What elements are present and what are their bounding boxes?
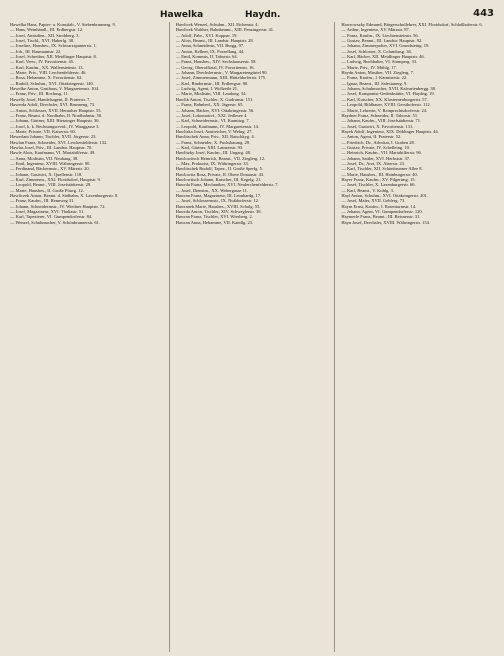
directory-entry: Hayek Adolf, Ingenieur, XIX. Döblinger Hauptstr. 44. <box>341 128 439 134</box>
directory-entry: — Franz, Kaufm., IX. Liechtensteinstr. 56. <box>341 32 419 38</box>
directory-entry: — Leopold, Beamt., VIII. Josefstädterstr. 29. <box>10 182 92 188</box>
directory-entry: Haydner Franz, Schneider, II. Taborstr. 51. <box>341 112 419 118</box>
directory-entry: — Franz, Priv., III. Rochusg. 11. <box>10 91 69 97</box>
directory-entry: — Josef, Schlossermstr., IX. Nußdorferstr. 12. <box>175 198 260 204</box>
entry-columns <box>10 22 496 652</box>
directory-entry: Hawran Franz, Magazineur, III. Leonhardg. 17. <box>175 193 262 198</box>
directory-entry: — Gustav, Beamt., III. Landstr. Hauptstr. 92. <box>341 38 423 44</box>
directory-entry: Hawlitschek Rudolf, Tapez., II. Große Sperlg. 5. <box>175 166 264 172</box>
directory-entry: — Franz, Kaufm., I. Kärntnerstr. 22. <box>341 75 408 81</box>
directory-entry: — Karl, Beamt., V. Kohlg. 3. <box>341 187 395 193</box>
directory-entry: — Karl, Verw., IV. Favoritenstr. 45. <box>10 59 75 65</box>
directory-entry: — Adolf, Fabr., XVI. Koppstr. 19. <box>175 32 238 38</box>
directory-entry: Hawelka Hans, Papier- u. Kunstfab., V. Siebenbrunnerg. 9. <box>10 22 116 27</box>
directory-entry: — Johann, Kaufm., VIII. Josefstädterstr. 71. <box>341 118 422 124</box>
directory-entry: Hawliczek Anton, Beamt. d. Südbahn, X. Laxenburgerstr. 8. <box>10 193 119 198</box>
directory-entry: — Franz, Kaufm., III. Rennweg 31. <box>10 198 75 204</box>
directory-entry: — Alois, Beamt., III. Landstr. Hauptstr. 28. <box>175 38 254 44</box>
running-head-left: Hawelka <box>160 10 204 20</box>
directory-entry: Hawlan Franz, Schneider, XVI. Lerchenfelderstr. 132. <box>10 139 108 145</box>
directory-entry: Hawlicek Wenzel, Schuhm., XII. Eichenstr. 4. <box>175 22 259 27</box>
directory-entry: — Josef, Dr., Arzt, IX. Alserstr. 23. <box>341 160 405 166</box>
directory-entry: Haydn Anton, Musiker, VII. Zieglerg. 7. <box>341 70 414 76</box>
directory-entry: Hayn Josef, Drechsler, XVIII. Währingerstr. 154. <box>341 219 431 225</box>
directory-entry: — Marie, Priv., VIII. Lerchenfelderstr. 46. <box>10 70 87 76</box>
directory-entry: Hawelke Anton, Gasthaus, V. Margaretenstr. 104. <box>10 86 99 92</box>
directory-entry: — Marie, Modistin, VIII. Laudong. 34. <box>175 91 247 97</box>
directory-entry: — Johann, Gastwirt, X. Quellenstr. 118. <box>10 171 83 177</box>
directory-entry: — Karl, Schneidermstr., VI. Kaunitzg. 7. <box>175 118 250 124</box>
directory-entry: — Josefine, Hausbes., IX. Schwarzspanierstr. 1. <box>10 43 97 49</box>
directory-entry: — Johann, Bäcker, XVI. Ottakringerstr. 56. <box>175 107 255 113</box>
directory-entry: — Karl, Kaufm., XX. Wallensteinstr. 13. <box>10 64 84 70</box>
directory-entry: Hawliska Josef, Anstreicher, V. Wehrg. 27. <box>175 128 253 134</box>
directory-entry: — Leopold, Kaufmann, IV. Margaretenstr. 14. <box>175 123 259 129</box>
directory-entry: — Johann, Schneidermstr., IV. Wiedner Hauptstr. 72. <box>10 203 106 209</box>
directory-entry: — Wenzel, Schuhmacher, V. Schönbrunnerstr. 61. <box>10 219 100 225</box>
directory-entry: — Karl, Zimmerm., XXI. Floridsdorf, Hauptstr. 9. <box>10 176 101 182</box>
directory-entry: Hawerda Adolf, Drechsler, XVI. Brunneng. 73. <box>10 102 96 108</box>
directory-entry: Hawran Anna, Hebamme, VII. Kandlg. 23. <box>175 219 254 225</box>
directory-entry: Hawran Franz, Tischler, XVI. Wiesberg. 2. <box>175 214 253 220</box>
directory-entry: Hawrda Franz, Mechaniker, XVI. Neulerchenfelderstr. 7. <box>175 182 279 188</box>
directory-entry: — Ludwig, Buchhalter, VI. Stumperg. 33. <box>341 59 418 65</box>
directory-entry: Hawlitschek Anna, Priv., XII. Ratschkyg. 4. <box>175 134 255 140</box>
directory-entry: — Josef, Maler, XVII. Geblerg. 73. <box>341 198 406 204</box>
directory-entry: — Ferdinand, Bäckermstr., XV. Märzstr. 20. <box>10 166 90 172</box>
directory-entry: Hayer Franz, Kaufm., XV. Pilgerimg. 15. <box>341 176 416 182</box>
directory-entry: Hawrda Anton, Tischler, XIV. Schweglerstr. 38. <box>175 209 262 215</box>
directory-entry: — Johann, Gärtner, XIII. Hietzinger Hauptstr. 36. <box>10 118 100 124</box>
directory-entry: — Emil, Kommis, II. Taborstr. 64. <box>175 54 238 60</box>
directory-entry: — Ludwig, Agent, I. Wollzeile 21. <box>175 86 239 92</box>
directory-entry: — Marie, Private, VII. Kaiserstr. 60. <box>10 128 76 134</box>
directory-entry: — Anna, Modistin, VII. Neubaug. 38. <box>10 155 79 161</box>
directory-entry: Hawelly Josef, Handelsagent, II. Praterstr. 7. <box>10 96 91 102</box>
directory-entry: Hawlowitsch Johann, Kutscher, III. Kegelg. 21. <box>175 176 262 182</box>
directory-entry: — Johann, Schuhmacher, XVII. Kalvarienbergg. 38. <box>341 86 437 92</box>
directory-entry: — Friedrich, Dr., Advokat, I. Graben 28. <box>341 139 415 145</box>
directory-entry: — Franz, Bahnbed., XX. Jägerstr. 65. <box>175 102 244 108</box>
directory-entry: — Anton, Agent, II. Praterstr. 52. <box>341 134 402 140</box>
directory-entry: — Anton, Kellner, IX. Porzellang. 44. <box>175 48 245 54</box>
directory-entry: Hawlowitz Rosa, Private, II. Obere Donaustr. 43. <box>175 171 265 177</box>
directory-entry: — Joh., III. Baumannstr. 22. <box>10 48 62 54</box>
directory-entry: — Karl, Tischler, XII. Schönbrunner Allee 8. <box>341 166 423 172</box>
directory-entry: — Josef, k. k. Rechnungsrevid., IV. Waaggasse 3. <box>10 123 100 129</box>
directory-entry: — Josef, Zimmermann, XIII. Hütteldorferstr. 175. <box>175 75 267 81</box>
directory-entry: — Franz, Beamt. d. Nordbahn, II. Nordbahnstr. 50. <box>10 112 103 118</box>
directory-entry: — Gustav, Private, IV. Schelleing. 10. <box>341 144 410 150</box>
directory-entry: — Johann, Sattler, XVI. Herbststr. 37. <box>341 155 411 161</box>
directory-entry: — Rudolf, Schuhm., XVI. Ottakringerstr. 140. <box>10 80 94 86</box>
directory-entry: — Josef, Schreiber, XII. Meidlinger Hauptstr. 8. <box>10 54 97 60</box>
directory-entry: Haymerle Franz, Beamt., III. Reisnerstr. 31. <box>341 214 421 220</box>
column-3 <box>341 22 496 652</box>
directory-entry: — Franz, Hausbes., XIV. Sechshauserstr. 58. <box>175 59 257 65</box>
directory-entry: — Karl, Kutscher, XX. Klosterneuburgerstr. 57. <box>341 96 428 102</box>
running-head-right: Haydn. <box>245 10 281 20</box>
directory-entry: — Marie, Priv., IV. Mühlg. 17. <box>341 64 397 70</box>
directory-entry: Hawerlant Johann, Tischler, XVII. Jörgerstr. 23. <box>10 134 97 140</box>
directory-entry: Hawrowszky Edmund, Bürgerschullehrer, XXI. Floridsdorf, Schloßhoferstr. 6. <box>341 22 483 27</box>
directory-entry: Hawlik Anton, Tischler, X. Gudrunstr. 151. <box>175 96 254 102</box>
directory-entry: — Karl, Bindermstr., III. Erdbergstr. 80. <box>175 80 249 86</box>
column-2 <box>176 22 336 652</box>
directory-entry: — Georg, Oberoffizial, IV. Favoritenstr. 16. <box>175 64 255 70</box>
directory-entry: — Anna, Schneiderin, VII. Burgg. 97. <box>175 43 245 49</box>
directory-entry: — Ignaz, Beamt., III. Salesianerg. 9. <box>341 80 408 86</box>
directory-entry: — Josef, Lokomotivf., XXI. Jedlesee 4. <box>175 112 248 118</box>
directory-entry: — Marie, Hausbes., II. Große Pfarrg. 12. <box>10 187 84 193</box>
directory-entry: — Josef, Tischl., XVI. Haberlg. 38. <box>10 38 75 44</box>
directory-entry: Hawlitzky Josef, Kaufm., III. Ungarg. 48. <box>175 150 251 156</box>
directory-entry: Hawranek Marie, Hausbes., XVIII. Schulg. 55. <box>175 203 261 209</box>
directory-entry: — Karl, Bäcker, XII. Meidlinger Hauptstr. 46. <box>341 54 425 60</box>
directory-entry: — Johann, Zimmerpolier, XVI. Grundsteing. 19. <box>341 43 430 49</box>
directory-entry: Hawle Alois, Kaufmann, VI. Mariahilferstr. 49. <box>10 150 96 156</box>
directory-entry: — Marie, Lehrerin, V. Reinprechtsdorferstr. 24. <box>341 107 428 113</box>
directory-entry: — Josef, Gastwirt, X. Favoritenstr. 131. <box>341 123 414 129</box>
directory-entry: — Josef, Schlosser, X. Columbusg. 36. <box>341 48 412 54</box>
page-number: 443 <box>473 8 494 19</box>
directory-entry: Hawlowitsch Heinrich, Beamt., VII. Zieglerg. 12. <box>175 155 266 161</box>
column-1 <box>10 22 170 652</box>
directory-entry: — Karl, Tapezierer, VI. Gumpendorferstr. 84. <box>10 214 93 220</box>
directory-entry: — Franz, Schneider, X. Puchsbaumg. 29. <box>175 139 251 145</box>
directory-entry: — Johann, Agent, VI. Gumpendorferstr. 120. <box>341 209 423 215</box>
directory-entry: — Josef, Komponist-Gedenkstätte, VI. Haydng. 19. <box>341 91 435 97</box>
directory-entry: — Karl, Gärtner, XIII. Lainzerstr. 93. <box>175 144 244 150</box>
directory-entry: — Josef, Magazineur, XVI. Thaliastr. 51. <box>10 209 85 215</box>
page-header <box>10 6 496 20</box>
directory-entry: — Josef, Amtsdien., XII. Strohberg. 3. <box>10 32 80 38</box>
directory-entry: Hawlicek Walther, Bahnbeamt., XIII. Penzingerstr. 41. <box>175 27 275 33</box>
directory-entry: — Rosa, Hebamme, X. Favoritenstr. 62. <box>10 75 83 81</box>
directory-entry: — Marie, Hausbes., III. Hainburgerstr. 40. <box>341 171 418 177</box>
directory-entry: — Leopold, Bildhauer, XVIII. Gersthoferstr. 112. <box>341 102 431 108</box>
directory-entry: — Max, Prokurist, IX. Währingerstr. 33. <box>175 160 249 166</box>
directory-entry: Hayl Anton, Schuhm., XVI. Ottakringerstr. 201. <box>341 193 428 198</box>
directory-entry: — Johann, Drechslermstr., V. Margaretengürtel 90. <box>175 70 268 76</box>
directory-entry: — Emil, Ingenieur, XVIII. Währingerstr. 90. <box>10 160 91 166</box>
directory-entry: — Josef, Tischler, X. Laxenburgerstr. 66. <box>341 182 416 188</box>
directory-entry: — Hans, Weinhändl., III. Erdbergstr. 12. <box>10 27 84 33</box>
directory-entry: Hawlas Josef, Priv., III. Landstr. Hauptstr. 70. <box>10 144 93 150</box>
directory-entry: — Anton, Schlosser, XVII. Hernalser Hauptstr. 55. <box>10 107 102 113</box>
directory-entry: — Arthur, Ingenieur, XV. Märzstr. 87. <box>341 27 410 33</box>
directory-entry: Haym Ernst, Kaufm., I. Rotenturmstr. 14. <box>341 203 417 209</box>
directory-entry: — Josef, Dienstm., XX. Webergasse 11. <box>175 187 248 193</box>
directory-entry: — Heinrich, Kaufm., VII. Mariahilferstr. 96. <box>341 150 422 156</box>
